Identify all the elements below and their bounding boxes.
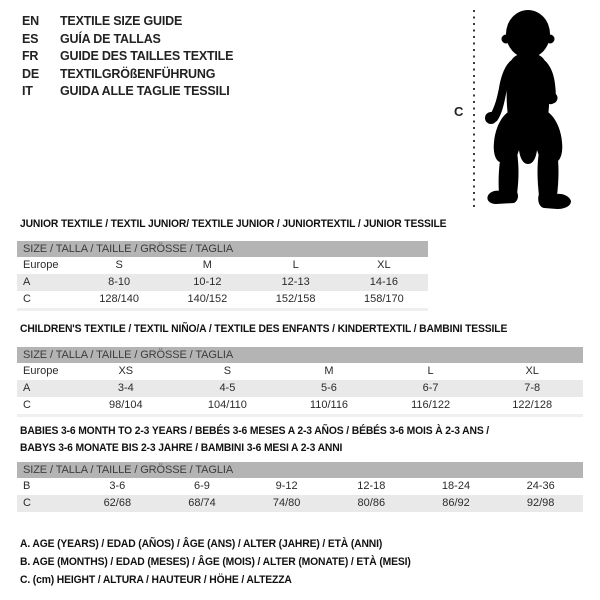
row-label: C	[23, 399, 31, 411]
age-cell: 24-36	[526, 480, 555, 492]
row-label: C	[23, 497, 31, 509]
language-code: FR	[22, 49, 39, 63]
height-measure-dotted-line	[473, 10, 475, 208]
children-section-title: CHILDREN'S TEXTILE / TEXTIL NIÑO/A / TEXTILE DES ENFANTS / KINDERTEXTIL / BAMBINI TESSILE	[20, 323, 508, 335]
junior-size-header-bar: SIZE / TALLA / TAILLE / GRÖSSE / TAGLIA	[17, 241, 428, 257]
babies-title-line1: BABIES 3-6 MONTH TO 2-3 YEARS / BEBÉS 3-6 MESES A 2-3 AÑOS / BÉBÉS 3-6 MOIS À 2-3 ANS /	[20, 425, 490, 437]
table-row	[17, 478, 583, 495]
language-row-it	[22, 83, 233, 101]
height-cell: 68/74	[188, 497, 216, 509]
size-cell: XL	[525, 365, 539, 377]
height-cell: 158/170	[363, 293, 404, 305]
babies-size-header-bar: SIZE / TALLA / TAILLE / GRÖSSE / TAGLIA	[17, 462, 583, 478]
note-age-years: A. AGE (YEARS) / EDAD (AÑOS) / ÂGE (ANS) / ALTER (JAHRE) / ETÀ (ANNI)	[20, 538, 383, 550]
height-cell: 74/80	[272, 497, 301, 509]
row-label: A	[23, 382, 31, 394]
toddler-silhouette-image	[476, 6, 576, 210]
size-cell: XL	[377, 259, 391, 271]
age-cell: 10-12	[193, 276, 222, 288]
height-cell: 122/128	[512, 399, 553, 411]
table-row	[17, 380, 583, 397]
height-cell: 98/104	[108, 399, 143, 411]
height-cell: 80/86	[357, 497, 386, 509]
height-cell: 110/116	[309, 399, 349, 411]
language-title: GUIDE DES TAILLES TEXTILE	[60, 49, 234, 63]
junior-section-title: JUNIOR TEXTILE / TEXTIL JUNIOR/ TEXTILE JUNIOR / JUNIORTEXTIL / JUNIOR TESSILE	[20, 218, 447, 230]
language-code: DE	[22, 66, 39, 81]
language-title: TEXTILE SIZE GUIDE	[60, 14, 183, 28]
table-row	[17, 291, 428, 308]
children-size-table	[17, 347, 583, 417]
age-cell: 12-13	[281, 276, 310, 288]
language-row-de	[22, 66, 233, 84]
height-cell: 86/92	[442, 497, 470, 509]
height-cell: 152/158	[275, 293, 316, 305]
babies-title-line2: BABYS 3-6 MONATE BIS 2-3 JAHRE / BAMBINI 3-6 MESI A 2-3 ANNI	[20, 442, 343, 454]
row-label: Europe	[23, 259, 59, 271]
size-cell: M	[202, 259, 212, 271]
height-cell: 140/152	[187, 293, 228, 305]
language-row-es	[22, 31, 233, 49]
children-size-header-bar: SIZE / TALLA / TAILLE / GRÖSSE / TAGLIA	[17, 347, 583, 363]
babies-section-title	[20, 423, 489, 457]
age-cell: 7-8	[524, 382, 541, 394]
row-label: A	[23, 276, 31, 288]
language-row-fr	[22, 48, 233, 66]
table-row	[17, 274, 428, 291]
age-cell: 18-24	[441, 480, 471, 492]
note-age-months: B. AGE (MONTHS) / EDAD (MESES) / ÂGE (MOIS) / ALTER (MONATE) / ETÀ (MESI)	[20, 556, 411, 568]
language-title-list	[22, 13, 233, 101]
height-cell: 92/98	[526, 497, 555, 509]
row-label: Europe	[23, 365, 59, 377]
size-cell: L	[292, 259, 299, 271]
size-cell: S	[115, 259, 123, 271]
age-cell: 6-9	[194, 480, 210, 492]
table-row	[17, 257, 428, 274]
language-code: EN	[22, 14, 39, 28]
legend-notes	[20, 535, 411, 589]
height-cell: 62/68	[103, 497, 132, 509]
age-cell: 9-12	[275, 480, 298, 492]
size-cell: M	[324, 365, 334, 377]
row-label: B	[23, 480, 31, 492]
age-cell: 8-10	[108, 276, 131, 288]
age-cell: 4-5	[219, 382, 236, 394]
babies-size-table	[17, 462, 583, 512]
table-row	[17, 397, 583, 414]
age-cell: 3-4	[117, 382, 134, 394]
language-code: IT	[22, 84, 33, 98]
height-cell: 116/122	[411, 399, 451, 411]
age-cell: 5-6	[321, 382, 337, 394]
figure-area	[440, 0, 600, 215]
height-cell: 128/140	[99, 293, 139, 305]
junior-size-table	[17, 241, 428, 311]
size-cell: L	[427, 365, 434, 377]
note-height-cm: C. (cm) HEIGHT / ALTURA / HAUTEUR / HÖHE / ALTEZZA	[20, 574, 292, 586]
language-row-en	[22, 13, 233, 31]
language-title: GUÍA DE TALLAS	[60, 31, 161, 46]
language-title: TEXTILGRÖßENFÜHRUNG	[60, 66, 216, 81]
language-code: ES	[22, 31, 39, 46]
row-label: C	[23, 293, 31, 305]
height-cell: 104/110	[207, 399, 247, 411]
age-cell: 12-18	[357, 480, 386, 492]
age-cell: 6-7	[422, 382, 439, 394]
height-measure-label: C	[454, 104, 464, 119]
age-cell: 14-16	[369, 276, 398, 288]
table-row	[17, 495, 583, 512]
table-row	[17, 363, 583, 380]
size-cell: S	[223, 365, 232, 377]
size-cell: XS	[118, 365, 134, 377]
language-title: GUIDA ALLE TAGLIE TESSILI	[60, 84, 230, 98]
age-cell: 3-6	[109, 480, 126, 492]
